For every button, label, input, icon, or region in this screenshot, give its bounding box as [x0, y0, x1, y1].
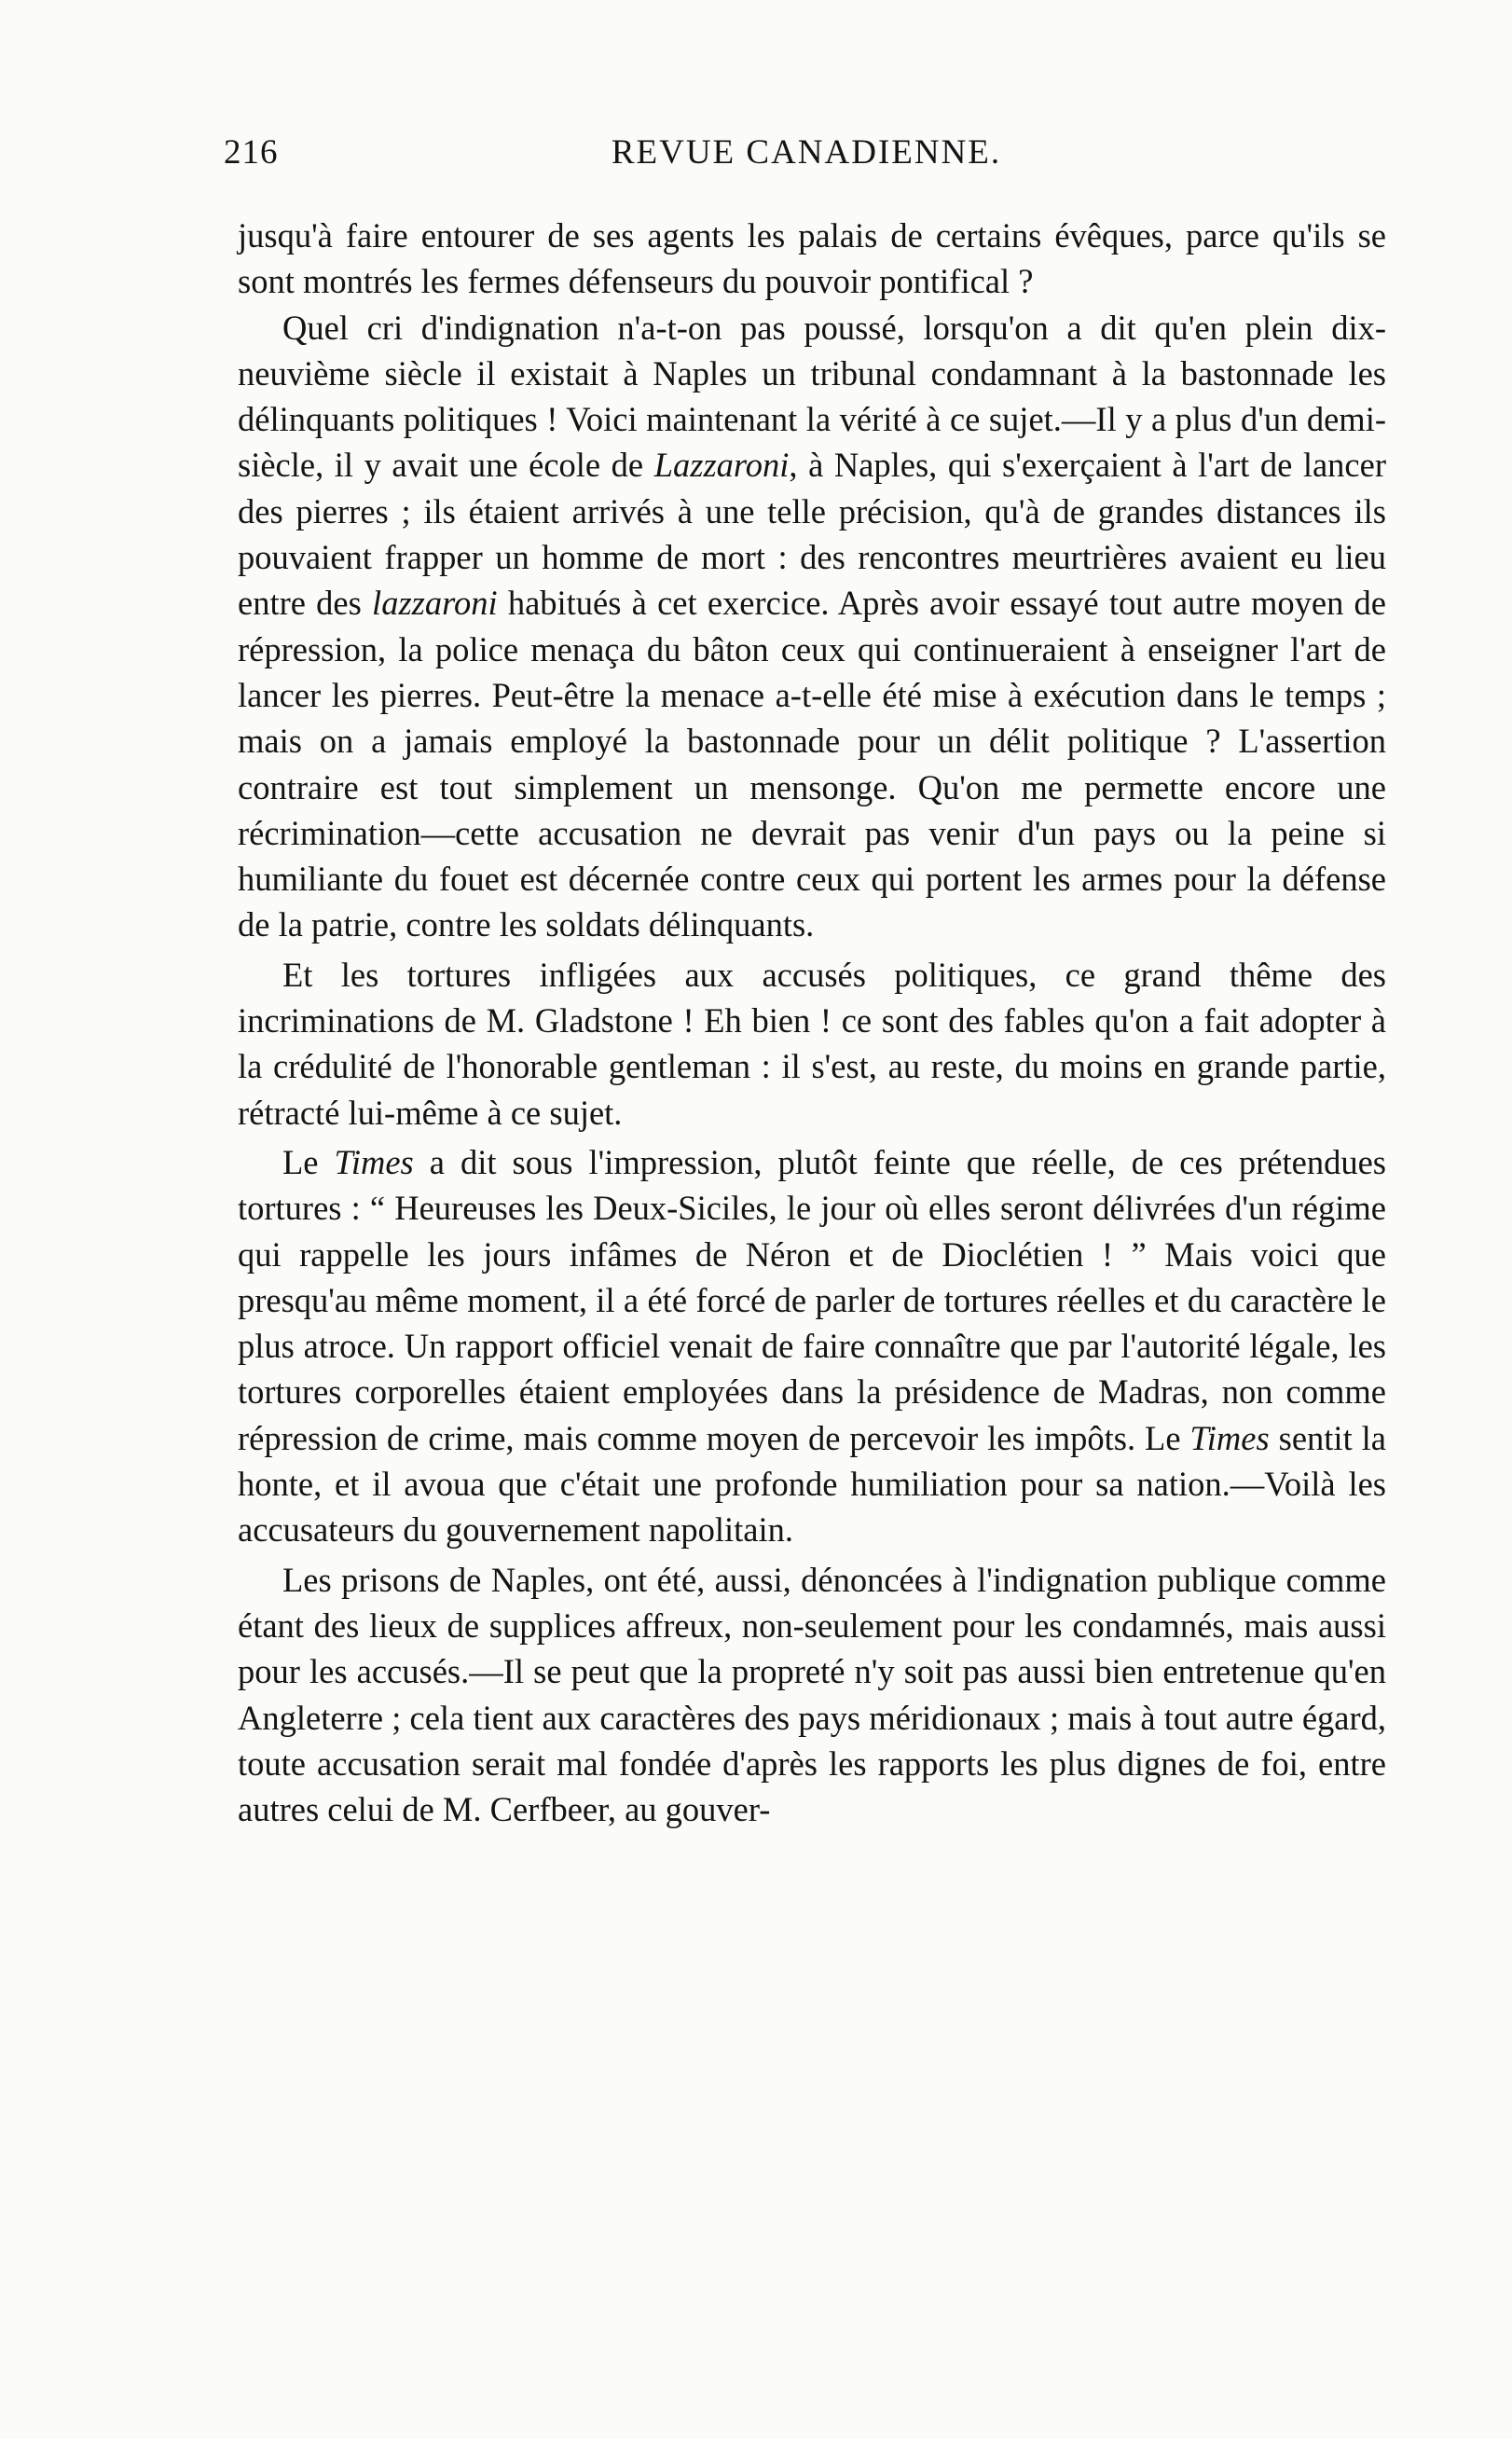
paragraph-4-text-a: Le — [282, 1142, 335, 1181]
italic-lazzaroni-title: Lazzaroni — [653, 446, 790, 485]
paragraph-5: Les prisons de Naples, ont été, aussi, dénoncées à l'indignation publique comme étant des lieux de supplices affreux, non-seulement pour les condamnés, mais aussi pour les accusés.—Il se peut que la propreté n'y soit pas aussi bien entretenue qu'en Angleterre ; cela tient aux caractères des pays méridionaux ; mais à tout autre égard, toute accusation serait mal fondée d'après les rapports les plus dignes de foi, entre autres celui de M. Cerfbeer, au gouver- — [238, 1560, 1386, 1829]
body-text — [238, 213, 1386, 1832]
paragraph-4 — [238, 1139, 1386, 1553]
italic-times-1: Times — [334, 1142, 414, 1181]
paragraph-2-text-a: Quel cri d'indignation n'a-t-on pas poussé, lorsqu'on a dit qu'en plein dix-neuvième siècle il existait à Naples un tribunal condamnant à la bastonnade les délinquants politiques ! Voici maintenant la vérité à ce sujet.—Il y a plus d'un demi-siècle, il y avait une école de — [238, 308, 1386, 485]
paragraph-2 — [238, 305, 1386, 948]
paragraph-1: jusqu'à faire entourer de ses agents les palais de certains évêques, parce qu'ils se sont montrés les fermes défenseurs du pouvoir pontifical ? — [238, 216, 1386, 301]
paragraph-2-text-b: , à Naples, qui s'exerçaient à l'art de lancer des pierres ; ils étaient arrivés à une telle précision, qu'à de grandes distances ils pouvaient frapper un homme de mort : des rencontres meurtrières avaient eu lieu entre des — [238, 446, 1386, 623]
page-number: 216 — [224, 133, 279, 172]
italic-lazzaroni: lazzaroni — [372, 584, 498, 623]
paragraph-4-text-b: a dit sous l'impression, plutôt feinte que réelle, de ces prétendues tortures : “ Heureuses les Deux-Siciles, le jour où elles seront délivrées d'un régime qui rappelle les jours infâmes de Néron et de Dioclétien ! ” Mais voici que presqu'au même moment, il a été forcé de parler de tortures réelles et du caractère le plus atroce. Un rapport officiel venait de faire connaître que par l'autorité légale, les tortures corporelles étaient employées dans la présidence de Madras, non comme répression de crime, mais comme moyen de percevoir les impôts. Le — [238, 1142, 1386, 1457]
italic-times-2: Times — [1189, 1418, 1270, 1457]
paragraph-3: Et les tortures infligées aux accusés politiques, ce grand thême des incriminations de M. Gladstone ! Eh bien ! ce sont des fables qu'on a fait adopter à la crédulité de l'honorable gentleman : il s'est, au reste, du moins en grande partie, rétracté lui-même à ce sujet. — [238, 955, 1386, 1132]
running-head — [224, 132, 1389, 188]
paragraph-2-text-c: habitués à cet exercice. Après avoir essayé tout autre moyen de répression, la police menaça du bâton ceux qui continueraient à enseigner l'art de lancer les pierres. Peut-être la menace a-t-elle été mise à exécution dans le temps ; mais on a jamais employé la bastonnade pour un délit politique ? L'assertion contraire est tout simplement un mensonge. Qu'on me permette encore une récrimination—cette accusation ne devrait pas venir d'un pays ou la peine si humiliante du fouet est décernée contre ceux qui portent les armes pour la défense de la patrie, contre les soldats délinquants. — [238, 584, 1386, 944]
paragraph-4-text-c: sentit la honte, et il avoua que c'était une profonde humiliation pour sa nation.—Voilà les accusateurs du gouvernement napolitain. — [238, 1418, 1386, 1550]
journal-title: REVUE CANADIENNE. — [611, 133, 1002, 172]
